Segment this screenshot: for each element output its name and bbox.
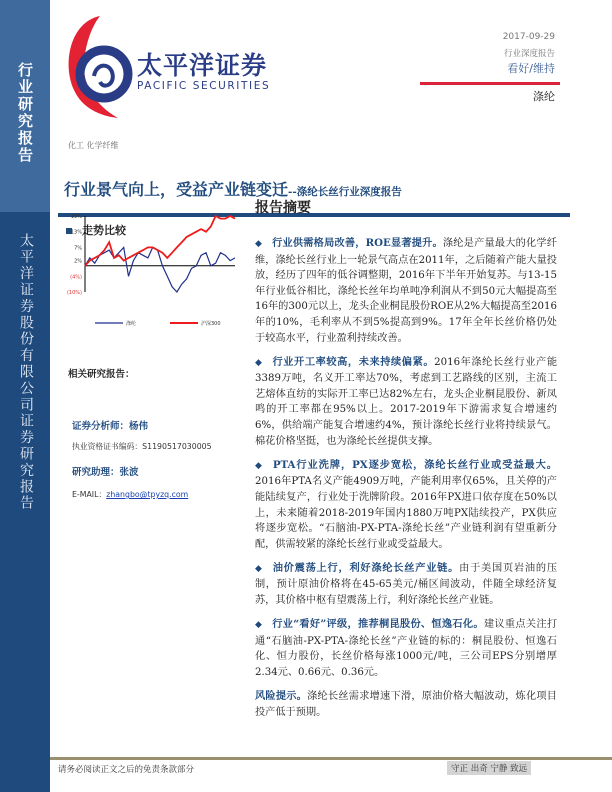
summary-item-head: 油价震荡上行，利好涤纶长丝产业链。 <box>272 561 460 574</box>
y-tick-label: 19% <box>70 214 82 220</box>
summary-item <box>255 617 557 680</box>
sidebar-company: 太平洋证券股份有限公司证券研究报告 <box>18 233 34 512</box>
email <box>72 489 188 500</box>
industry-category: 化工 化学纤维 <box>68 141 119 150</box>
footer-motto: 守正 出奇 宁静 致远 <box>447 761 531 775</box>
summary-body <box>255 236 557 729</box>
summary-item <box>255 458 557 553</box>
sector: 涤纶 <box>533 90 555 103</box>
research-assistant: 研究助理：张波 <box>72 467 139 478</box>
report-type: 行业深度报告 <box>503 49 555 59</box>
certificate-number: 执业资格证书编码：S1190517030005 <box>72 442 212 451</box>
title-main: 行业景气向上，受益产业链变迁 <box>64 180 289 199</box>
page-title <box>64 177 402 200</box>
email-label: E-MAIL： <box>72 490 107 499</box>
summary-item-body: 涤纶是产量最大的化学纤维，涤纶长丝行业上一轮景气高点在2011年，之后随着产能大量投放，经历了四年的低谷调整期，2016年下半年开始复苏。与13-15年行业低谷相比，涤纶长丝年均单吨净利润从不到50元大幅提高至16年的300元以上，龙头企业桐昆股份ROE从2%大幅提高至2016年的10%，毛利率从不到5%提高到9%。17年全年长丝价格仍处于较高水平，行业盈利持续改善。 <box>255 238 557 344</box>
summary-item <box>255 355 557 450</box>
footer-divider <box>50 757 612 760</box>
logo-name-en: PACIFIC SECURITIES <box>137 80 271 92</box>
related-reports-label: 相关研究报告： <box>68 369 135 380</box>
summary-item-head: 行业“看好”评级，推荐桐昆股份、恒逸石化。 <box>272 618 484 631</box>
summary-item-head: PTA行业洗牌，PX逐步宽松，涤纶长丝行业或受益最大。 <box>272 458 557 471</box>
summary-item-body: 2016年涤纶长丝行业产能3389万吨，名义开工率达70%，考虑到工艺路线的区别，主流工艺熔体直纺的实际开工率已达82%左右，龙头企业桐昆股份、新凤鸣的开工率都在95%以上。2017-2019年下游需求复合增速约6%，供给端产能复合增速约4%，预计涤纶长丝行业将持续景气。棉花价格坚挺，也为涤纶长丝提供支撑。 <box>255 356 558 447</box>
legend-label: 沪深300 <box>201 321 221 327</box>
title-sub: --涤纶长丝行业深度报告 <box>288 186 402 198</box>
rating: 看好/维持 <box>507 62 555 75</box>
y-tick-label: 13% <box>70 229 82 236</box>
summary-heading: 报告摘要 <box>255 200 311 216</box>
trend-heading-text: 走势比较 <box>82 224 126 237</box>
logo-name-cn: 太平洋证券 <box>137 51 268 80</box>
summary-item-body: 建议重点关注打通“石脑油-PX-PTA-涤纶长丝”产业链的标的：桐昆股份、恒逸石化、恒力股份，长丝价格每涨1000元/吨，三公司EPS分别增厚2.34元、0.66元、0.36元。 <box>255 619 558 678</box>
summary-item-head: 行业供需格局改善，ROE显著提升。 <box>272 237 443 249</box>
y-tick-label: 7% <box>74 245 82 252</box>
risk-head: 风险提示。 <box>255 689 308 702</box>
diamond-bullet-icon: ◆ <box>255 357 263 368</box>
legend-label: 涤纶 <box>126 321 137 327</box>
trend-chart <box>50 205 250 330</box>
report-date: 2017-09-29 <box>502 32 555 42</box>
series-line-0 <box>85 247 235 292</box>
summary-item-body: 由于美国页岩油的压制，预计原油价格将在45-65美元/桶区间波动，伴随全球经济复苏，其价格中枢有望震荡上行，利好涤纶长丝产业链。 <box>255 562 558 606</box>
diamond-bullet-icon: ◆ <box>255 620 263 631</box>
logo-icon <box>60 14 140 118</box>
header-divider <box>420 82 560 85</box>
diamond-bullet-icon: ◆ <box>255 563 263 574</box>
y-tick-label: (4%) <box>70 274 82 281</box>
y-tick-label: (10%) <box>66 290 82 296</box>
sidebar-title: 行业研究报告 <box>16 62 34 164</box>
summary-item-head: 行业开工率较高，未来持续偏紧。 <box>272 355 435 368</box>
analyst: 证券分析师：杨伟 <box>72 421 149 432</box>
risk-warning <box>255 689 557 720</box>
email-link[interactable]: zhangbo@tpyzq.com <box>106 490 189 499</box>
summary-item <box>255 236 557 346</box>
risk-body: 涤纶长丝需求增速下滑，原油价格大幅波动，炼化项目投产低于预期。 <box>255 690 557 718</box>
y-tick-label: 2% <box>74 258 82 265</box>
diamond-bullet-icon: ◆ <box>255 239 263 249</box>
summary-item-body: 2016年PTA名义产能4909万吨，产能利用率仅65%，且关停的产能陆续复产，行业处于洗牌阶段。2016年PX进口依存度在50%以上，未来随着2018-2019年国内1880万吨PX陆续投产，PX供应将逐步宽松。“石脑油-PX-PTA-涤纶长丝”产业链利润有望重新分配，供需较紧的涤纶长丝行业或受益最大。 <box>255 476 557 550</box>
diamond-bullet-icon: ◆ <box>255 460 263 471</box>
summary-item <box>255 561 557 609</box>
footer-disclaimer: 请务必阅读正文之后的免责条款部分 <box>58 765 195 775</box>
